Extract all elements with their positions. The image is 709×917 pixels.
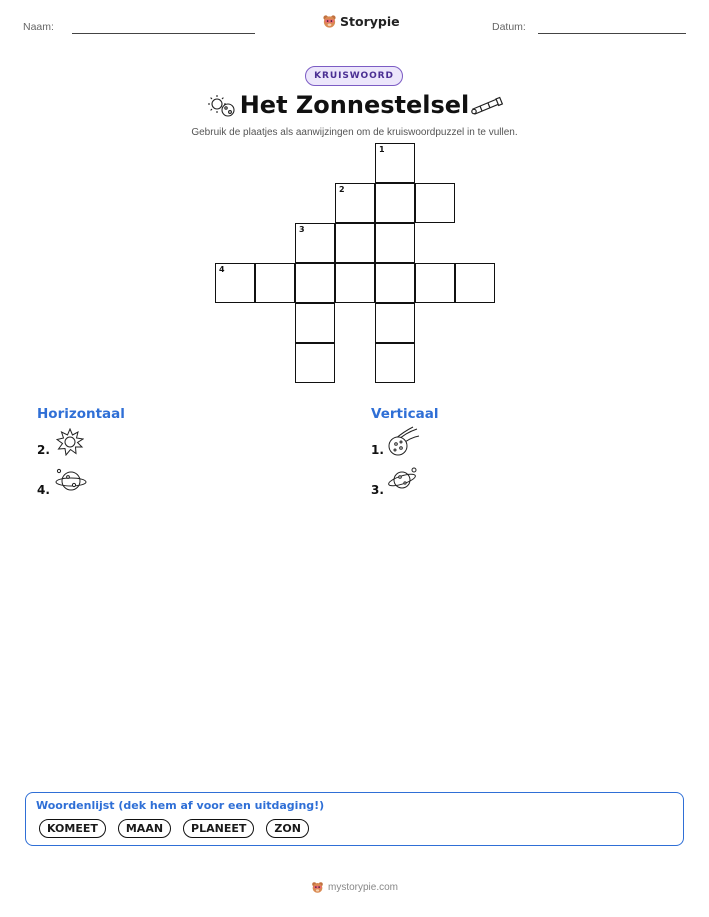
across-clue-number: 4. [37, 483, 50, 497]
crossword-cell[interactable] [295, 223, 335, 263]
crossword-cell[interactable] [375, 183, 415, 223]
down-heading: Verticaal [371, 406, 439, 422]
worksheet-type-badge: KRUISWOORD [305, 66, 403, 86]
word-bank-list [39, 819, 309, 838]
crossword-cell[interactable] [295, 263, 335, 303]
word-bank [25, 792, 684, 846]
comet-icon [387, 426, 421, 458]
across-heading: Horizontaal [37, 406, 125, 422]
name-line[interactable] [72, 33, 255, 34]
crossword-cell[interactable] [335, 223, 375, 263]
brand-name: Storypie [340, 14, 400, 29]
telescope-icon [470, 96, 504, 116]
brand [322, 14, 400, 29]
date-line[interactable] [538, 33, 686, 34]
footer-url[interactable]: mystorypie.com [327, 882, 398, 893]
footer [0, 881, 709, 894]
crossword-cell[interactable] [375, 303, 415, 343]
crossword-cell[interactable] [295, 343, 335, 383]
storypie-bear-logo-icon [322, 14, 337, 29]
planet-icon [55, 468, 87, 494]
word-chip: PLANEET [183, 819, 254, 838]
crossword-cell[interactable] [335, 263, 375, 303]
down-clue-number: 1. [371, 443, 384, 457]
storypie-bear-logo-icon [311, 881, 324, 894]
crossword-cell[interactable] [255, 263, 295, 303]
word-chip: KOMEET [39, 819, 106, 838]
date-label: Datum: [492, 21, 526, 33]
clue-number-2: 2 [339, 185, 345, 194]
crossword-cell[interactable] [375, 263, 415, 303]
down-clue-number: 3. [371, 483, 384, 497]
word-chip: MAAN [118, 819, 171, 838]
crossword-cell[interactable] [295, 303, 335, 343]
crossword-cell[interactable] [415, 263, 455, 303]
crossword-cell[interactable] [335, 183, 375, 223]
word-chip: ZON [266, 819, 309, 838]
word-bank-title: Woordenlijst (dek hem af voor een uitdaging!) [36, 799, 325, 812]
clue-number-1: 1 [379, 145, 385, 154]
crossword-cell[interactable] [375, 223, 415, 263]
name-label: Naam: [23, 21, 54, 33]
across-clue-number: 2. [37, 443, 50, 457]
clue-number-3: 3 [299, 225, 305, 234]
crossword-cell[interactable] [415, 183, 455, 223]
page-title: Het Zonnestelsel [239, 91, 470, 119]
clue-number-4: 4 [219, 265, 225, 274]
crossword-cell[interactable] [215, 263, 255, 303]
moon-icon [387, 466, 419, 492]
crossword-cell[interactable] [375, 343, 415, 383]
crossword-cell[interactable] [375, 143, 415, 183]
instructions: Gebruik de plaatjes als aanwijzingen om de kruiswoordpuzzel in te vullen. [191, 127, 518, 138]
crossword-cell[interactable] [455, 263, 495, 303]
sun-icon [56, 428, 84, 456]
